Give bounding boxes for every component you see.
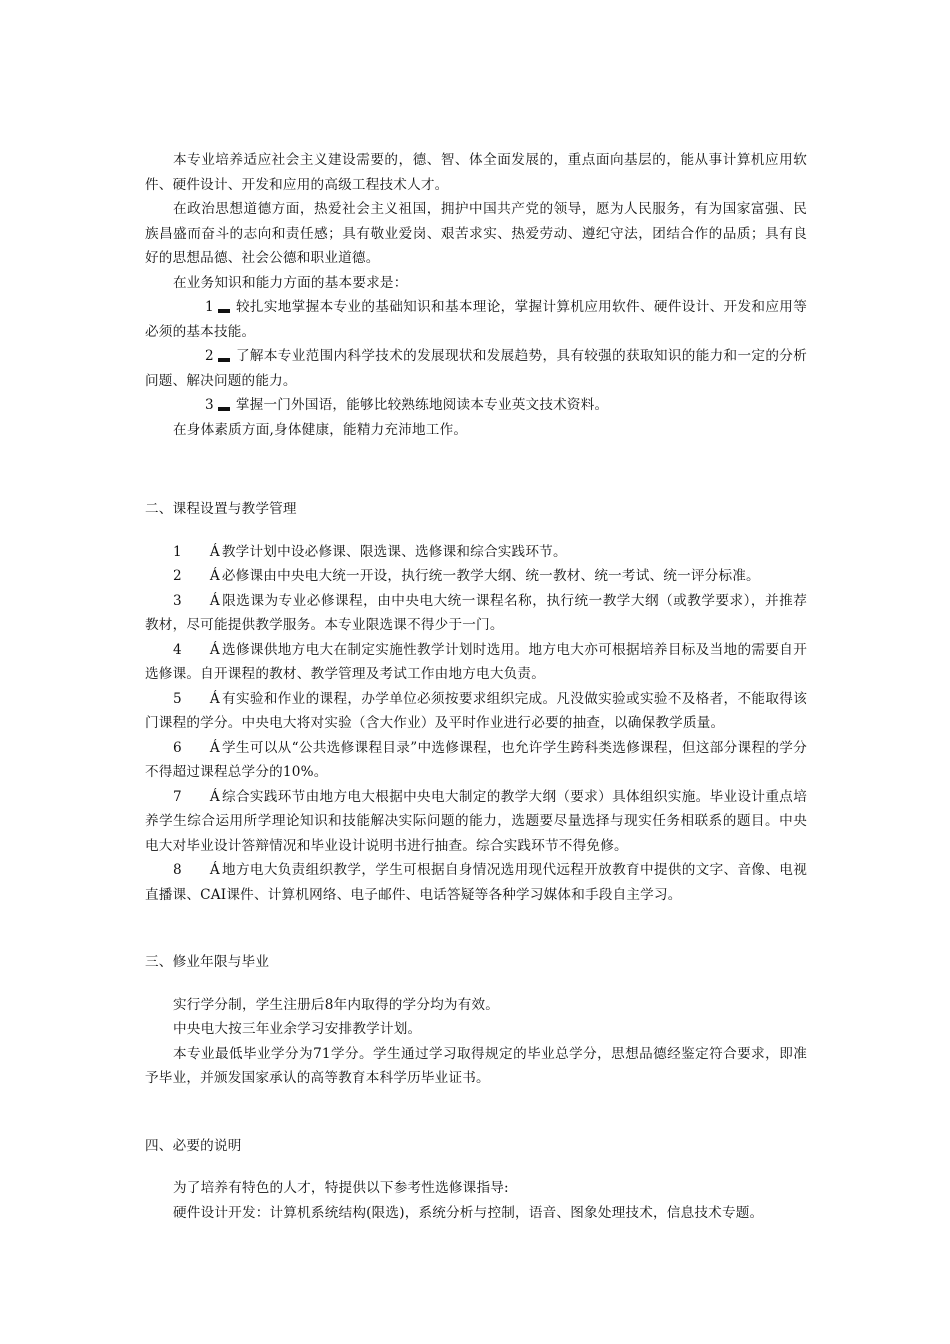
physical-paragraph: 在身体素质方面,身体健康，能精力充沛地工作。 [173, 421, 468, 438]
list-item [145, 736, 807, 785]
list-text: 教学计划中设必修课、限选课、选修课和综合实践环节。 [221, 543, 567, 560]
list-marker: Á [209, 862, 220, 878]
list-item [145, 858, 807, 907]
section-paragraph: 中央电大按三年业余学习安排教学计划。 [173, 1021, 422, 1037]
bullet-mark-icon [218, 309, 230, 313]
list-text: 综合实践环节由地方电大根据中央电大制定的教学大纲（要求）具体组织实施。毕业设计重点培养学生综合运用所学理论知识和技能解决实际问题的能力，选题要尽量选择与现实任务相联系的题目。中央电大对毕业设计答辩情况和毕业设计说明书进行抽查。综合实践环节不得免修。 [145, 788, 807, 854]
list-text: 有实验和作业的课程，办学单位必须按要求组织完成。凡没做实验或实验不及格者，不能取得该门课程的学分。中央电大将对实验（含大作业）及平时作业进行必要的抽查，以确保教学质量。 [145, 690, 807, 731]
requirement-item [145, 344, 807, 393]
list-item [145, 564, 807, 589]
list-number: 5 [173, 690, 182, 707]
section-heading: 二、课程设置与教学管理 [145, 501, 297, 517]
list-number: 1 [173, 543, 182, 560]
list-item [145, 785, 807, 859]
intro-paragraph: 在业务知识和能力方面的基本要求是： [173, 274, 408, 291]
section-paragraph: 硬件设计开发：计算机系统结构(限选)，系统分析与控制，语音、图象处理技术，信息技术专题。 [173, 1204, 764, 1221]
intro-paragraph: 本专业培养适应社会主义建设需要的，德、智、体全面发展的，重点面向基层的，能从事计算机应用软件、硬件设计、开发和应用的高级工程技术人才。 [145, 152, 807, 193]
section-paragraph: 实行学分制，学生注册后8年内取得的学分均为有效。 [173, 996, 500, 1013]
document-body [145, 148, 807, 1225]
list-item [145, 687, 807, 736]
list-text: 选修课供地方电大在制定实施性教学计划时选用。地方电大亦可根据培养目标及当地的需要自开选修课。自开课程的教材、教学管理及考试工作由地方电大负责。 [145, 641, 807, 682]
bullet-mark-icon [218, 407, 230, 411]
list-number: 8 [173, 862, 182, 878]
list-number: 3 [173, 592, 182, 609]
section-heading: 四、必要的说明 [145, 1137, 242, 1154]
section-paragraph: 本专业最低毕业学分为71学分。学生通过学习取得规定的毕业总学分，思想品德经鉴定符合要求，即准予毕业，并颁发国家承认的高等教育本科学历毕业证书。 [145, 1045, 807, 1086]
list-item [145, 589, 807, 638]
list-marker: Á [209, 739, 220, 756]
list-marker: Á [209, 592, 220, 609]
list-text: 学生可以从“公共选修课程目录”中选修课程，也允许学生跨科类选修课程，但这部分课程的学分不得超过课程总学分的10%。 [145, 739, 807, 780]
requirement-item [145, 295, 807, 344]
section-heading: 三、修业年限与毕业 [145, 954, 270, 970]
requirement-item [145, 393, 807, 418]
list-item [145, 638, 807, 687]
requirement-number: 3 [205, 397, 214, 413]
intro-paragraph: 在政治思想道德方面，热爱社会主义祖国，拥护中国共产党的领导，愿为人民服务，有为国家富强、民族昌盛而奋斗的志向和责任感；具有敬业爱岗、艰苦求实、热爱劳动、遵纪守法，团结合作的品质；具有良好的思想品德、社会公德和职业道德。 [145, 201, 807, 266]
list-text: 必修课由中央电大统一开设，执行统一教学大纲、统一教材、统一考试、统一评分标准。 [221, 568, 760, 584]
list-number: 4 [173, 641, 182, 658]
requirement-text: 掌握一门外国语，能够比较熟练地阅读本专业英文技术资料。 [235, 397, 609, 413]
list-marker: Á [209, 568, 220, 584]
requirement-text: 较扎实地掌握本专业的基础知识和基本理论，掌握计算机应用软件、硬件设计、开发和应用等必须的基本技能。 [145, 299, 807, 340]
requirement-number: 1 [205, 299, 214, 315]
list-marker: Á [209, 690, 220, 707]
list-item [145, 540, 807, 565]
list-text: 限选课为专业必修课程，由中央电大统一课程名称，执行统一教学大纲（或教学要求），并推荐教材，尽可能提供教学服务。本专业限选课不得少于一门。 [145, 592, 807, 633]
requirement-text: 了解本专业范围内科学技术的发展现状和发展趋势，具有较强的获取知识的能力和一定的分析问题、解决问题的能力。 [145, 348, 807, 389]
list-number: 6 [173, 739, 182, 756]
list-number: 7 [173, 788, 182, 805]
requirement-number: 2 [205, 348, 214, 364]
section-paragraph: 为了培养有特色的人才，特提供以下参考性选修课指导: [173, 1180, 509, 1196]
list-text: 地方电大负责组织教学，学生可根据自身情况选用现代远程开放教育中提供的文字、音像、电视直播课、CAI课件、计算机网络、电子邮件、电话答疑等各种学习媒体和手段自主学习。 [145, 862, 807, 903]
bullet-mark-icon [218, 358, 230, 362]
list-marker: Á [209, 641, 220, 658]
list-marker: Á [209, 788, 220, 805]
list-marker: Á [209, 543, 220, 560]
list-number: 2 [173, 568, 182, 584]
